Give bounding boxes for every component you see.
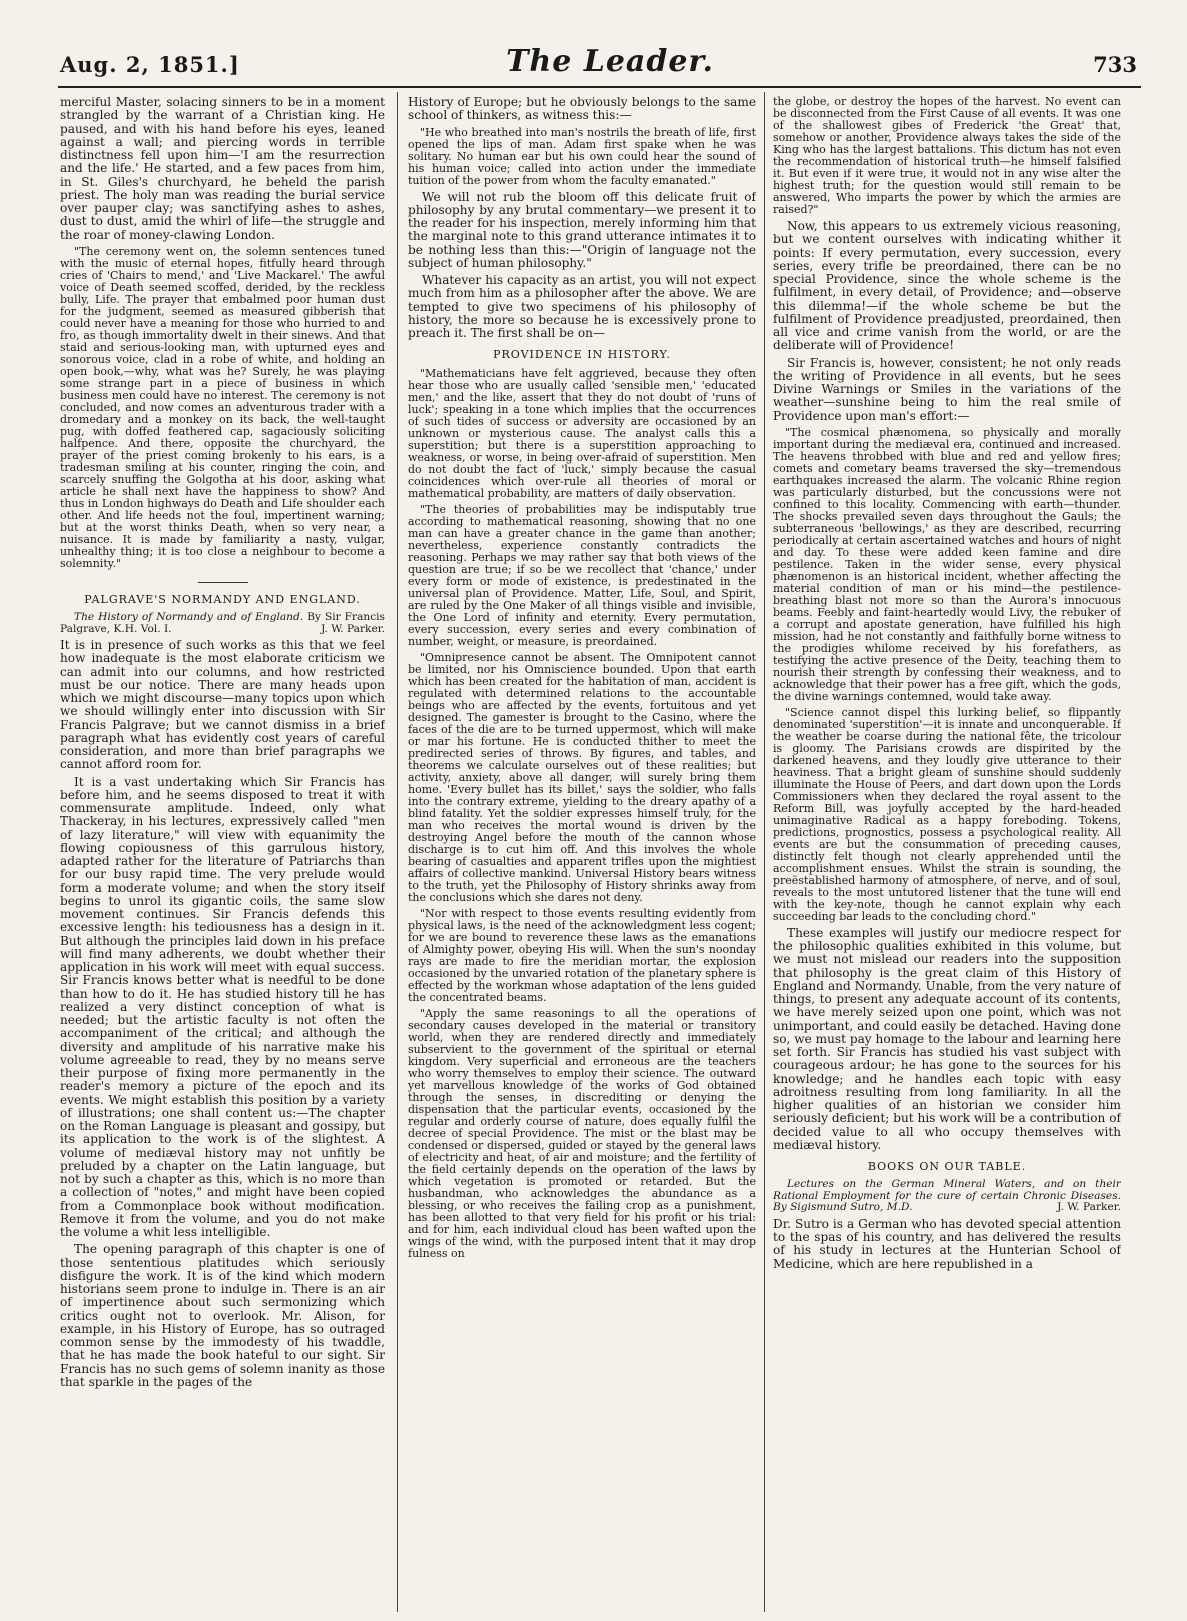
- column-1: [60, 96, 385, 1611]
- section-divider: [198, 582, 248, 583]
- paragraph: These examples will justify our mediocre respect for the philosophic qualities exhibited in this volume, but we must not mislead our readers into the supposition that philosophy is the great claim of this History of England and Normandy. Unable, from the very nature of things, to present any adequate account of its contents, we have merely seized upon one point, which was not unimportant, and could easily be detached. Having done so, we must pay homage to the labour and learning here set forth. Sir Francis has studied his vast subject with courageous ardour; he has gone to the sources for his knowledge; and he handles each topic with easy adroitness resulting from long familiarity. In all the higher qualities of an historian we consider him seriously deficient; but his work will be a contribution of decided value to all who occupy themselves with mediæval history.: [773, 925, 1121, 1152]
- masthead-title: The Leader.: [506, 44, 714, 79]
- section-heading: BOOKS ON OUR TABLE.: [867, 1160, 1027, 1173]
- book-publisher: J. W. Parker.: [321, 622, 385, 635]
- page-header: [0, 0, 1187, 86]
- review-heading: PALGRAVE'S NORMANDY AND ENGLAND.: [84, 592, 361, 606]
- paragraph: Dr. Sutro is a German who has devoted special attention to the spas of his country, and has delivered the results of his study in lectures at the Hunterian School of Medicine, which are here republished in a: [773, 1216, 1121, 1271]
- quotation: [773, 96, 1121, 216]
- quotation-text: "Nor with respect to those events resulting evidently from physical laws, is the need of the acknowledgment less cogent; for we are bound to reverence these laws as the emanations of Almighty power, obeying His will. When the sun's noonday rays are made to fire the meridian mortar, the explosion occasioned by the unvaried rotation of the planetary sphere is effected by the workman whose adaptation of the lens guided the concentrated beams.: [408, 906, 756, 1004]
- header-rule: [58, 86, 1141, 88]
- quotation-text: the globe, or destroy the hopes of the harvest. No event can be disconnected from the First Cause of all events. It was one of the shallowest gibes of Frederick 'the Great' that, somehow or another, Providence always takes the side of the King who has the largest battalions. This dictum has not even the recommendation of historical truth—he himself falsified it. But even if it were true, it would not in any wise alter the highest truth; for the question would still remain to be answered, Who imparts the power by which the armies are raised?": [773, 96, 1121, 216]
- column-2: [408, 96, 756, 1611]
- quotation: [408, 127, 756, 187]
- paragraph: We will not rub the bloom off this delicate fruit of philosophy by any brutal commentary—we present it to the reader for his inspection, merely informing him that the marginal note to this grand utterance intimates it to be nothing less than this:—"Origin of language not the subject of human philosophy.": [408, 189, 756, 270]
- column-divider: [764, 92, 765, 1612]
- book-title: The History of Normandy and of England.: [74, 611, 304, 623]
- book-title: Lectures on the German Mineral Waters, and on their Rational Employment for the cure of certain Chronic Diseases. By Sigismund Sutro, M.D.: [773, 1178, 1121, 1214]
- quotation-text: "Apply the same reasonings to all the operations of secondary causes developed in the material or transitory world, when they are rendered directly and immediately subservient to the government of the spiritual or eternal kingdom. Very superficial and erroneous are the teachers who worry themselves to employ their science. The outward yet marvellous knowledge of the works of God obtained through the senses, in discrediting or denying the dispensation that the particular events, occasioned by the regular and orderly course of nature, does equally fulfil the decree of special Providence. The mist or the blast may be condensed or dispersed, guided or stayed by the general laws of electricity and heat, of air and moisture; and the fertility of the field certainly depends on the operation of the laws by which vegetation is promoted or retarded. But the husbandman, who acknowledges the abundance as a blessing, or who receives the failing crop as a punishment, has been allotted to that very field for his profit or his trial: and for him, each individual cloud has been wafted upon the wings of the wind, with the purposed intent that it may drop fulness on: [408, 1006, 756, 1260]
- quotation: [408, 368, 756, 1260]
- quotation-text: "The theories of probabilities may be indisputably true according to mathematical reasoning, showing that no one man can have a greater chance in the game than another; nevertheless, experience constantly contradicts the reasoning. Perhaps we may rather say that both views of the question are true; if so be we recollect that 'chance,' under every form or mode of existence, is predestinated in the universal plan of Providence. Matter, Life, Soul, and Spirit, are ruled by the One Maker of all things visible and invisible, the One Lord of infinity and eternity. Every permutation, every succession, every series and every combination of number, weight, or measure, is preordained.: [408, 502, 756, 648]
- quotation-text: "Omnipresence cannot be absent. The Omnipotent cannot be limited, nor his Omniscience bounded. Upon that earth which has been created for the habitation of man, accident is regulated with determined relations to the accountable beings who are affected by the events, fortuitous and yet designed. The gamester is brought to the Casino, where the faces of the die are to be turned uppermost, which will make or mar his fortune. He is conducted thither to meet the predirected series of throws. By figures, and tables, and theorems we calculate ourselves out of these realities; but activity, anxiety, above all danger, will surely bring them home. 'Every bullet has its billet,' says the soldier, who falls into the contrary extreme, yielding to the dreary apathy of a blind fatality. Yet the soldier expresses himself truly, for the man who receives the mortal wound is driven by the destroying Angel before the mouth of the cannon whose discharge is to cut him off. And this involves the whole bearing of casualties and apparent trifles upon the mightiest affairs of collective mankind. Universal History bears witness to the truth, yet the Philosophy of History shrinks away from the conclusions which she dares not deny.: [408, 650, 756, 904]
- quotation-text: "Mathematicians have felt aggrieved, because they often hear those who are usually called 'sensible men,' 'educated men,' and the like, assert that they do not doubt of 'runs of luck'; speaking in a tone which implies that the occurrences of such tides of success or adversity are occasioned by an unknown or mysterious cause. The analyst calls this a superstition; but there is a superstition approaching to weakness, or worse, in being over-afraid of superstition. Men do not doubt the fact of 'luck,' simply because the casual coincidences which over-rule all theories of moral or mathematical probability, are matters of daily observation.: [408, 366, 756, 500]
- book-citation: [773, 1179, 1121, 1214]
- quotation-text: "The cosmical phænomena, so physically and morally important during the mediæval era, continued and increased. The heavens throbbed with blue and red and yellow fires; comets and cometary beams traversed the sky—tremendous earthquakes increased the alarm. The volcanic Rhine region was particularly disturbed, but the concussions were not confined to this locality. Commencing with earth—thunder. The shocks prevailed seven days throughout the Gauls; the subterraneous 'bellowings,' as they are described, recurring periodically at certain ascertained watches and hours of night and day. To these were added keen famine and dire pestilence. Taken in the wider sense, every physical phænomenon is an historical incident, whether affecting the material condition of man or his mind—the pestilence-breathing blast not more so than the Aurora's innocuous beams. Feebly and faint-heartedly would Livy, the rebuker of a corrupt and apostate generation, have fulfilled his high mission, had he not constantly and faithfully borne witness to the prodigies whilome received by his forefathers, as testifying the active presence of the Deity, teaching them to nourish their strength by confessing their weakness, and to acknowledge that their power has a free gift, which the gods, the divine warnings contemned, would take away.: [773, 425, 1121, 703]
- paragraph: History of Europe; but he obviously belongs to the same school of thinkers, as witness this:—: [408, 96, 756, 123]
- quotation-text: "He who breathed into man's nostrils the breath of life, first opened the lips of man. Adam first spake when he was solitary. No human ear but his own could hear the sound of his human voice; called into action under the immediate tuition of the power from whom the faculty emanated.": [408, 125, 756, 187]
- page-number: 733: [1093, 52, 1137, 77]
- section-heading: PROVIDENCE IN HISTORY.: [493, 348, 671, 362]
- paragraph: Whatever his capacity as an artist, you will not expect much from him as a philosopher after the above. We are tempted to give two specimens of his philosophy of history, the more so because he is excessively prone to preach it. The first shall be on—: [408, 273, 756, 340]
- paragraph: Sir Francis is, however, consistent; he not only reads the writing of Providence in all events, but he sees Divine Warnings or Smiles in the variations of the weather—sunshine being to him the real smile of Providence upon man's effort:—: [773, 355, 1121, 423]
- paragraph: The opening paragraph of this chapter is one of those sententious platitudes which seriously disfigure the work. It is of the kind which modern historians seem prone to indulge in. There is an air of impertinence about such sermonizing which critics ought not to overlook. Mr. Alison, for example, in his History of Europe, has so outraged common sense by the immodesty of his twaddle, that he has made the book hateful to our sight. Sir Francis has no such gems of solemn inanity as those that sparkle in the pages of the: [60, 1242, 385, 1389]
- paragraph: Now, this appears to us extremely vicious reasoning, but we content ourselves with indicating whither it points: If every permutation, every succession, every series, every trifle be preordained, there can be no special Providence, since the whole scheme is the fulfilment, in every detail, of Providence; and—observe this dilemma!—if the whole scheme be but the fulfilment of Providence preadjusted, preordained, then all vice and crime vanish from the world, or are the deliberate will of Providence!: [773, 219, 1121, 353]
- book-citation: [60, 612, 385, 635]
- paragraph: merciful Master, solacing sinners to be in a moment strangled by the warrant of a Christian king. He paused, and with his hand before his eyes, leaned against a wall; and piercing words in terrible distinctness fell upon him—'I am the resurrection and the life.' He started, and a few paces from him, in St. Giles's churchyard, he beheld the parish priest. The holy man was reading the burial service over pauper clay; was sanctifying ashes to ashes, dust to dust, amid the whirl of life—the struggle and the roar of money-clawing London.: [60, 96, 385, 242]
- quotation-text: "Science cannot dispel this lurking belief, so flippantly denominated 'superstition'—it is innate and unconquerable. If the weather be coarse during the national fête, the tricolour is gloomy. The Parisians crowds are dispirited by the darkened heavens, and they loudly give utterance to their heaviness. That a bright gleam of sunshine should suddenly illuminate the House of Peers, and dart down upon the Lords Commissioners when they declared the royal assent to the Reform Bill, was joyfully accepted by the hard-headed unimaginative Radical as a happy foreboding. Tokens, predictions, prognostics, possess a psychological reality. All events are but the consummation of preceding causes, distinctly felt though not clearly apprehended until the accomplishment ensues. Whilst the strain is sounding, the preëstablished harmony of atmosphere, of nerve, and of soul, reveals to the most untutored listener that the tune will end with the key-note, though he cannot explain why each succeeding bar leads to the concluding chord.": [773, 705, 1121, 923]
- quotation: "The ceremony went on, the solemn sentences tuned with the music of eternal hopes, fitfully heard through cries of 'Chairs to mend,' and 'Live Mackarel.' The awful voice of Death seemed scoffed, derided, by the reckless bully, Life. The prayer that embalmed poor human dust for the judgment, seemed as measured gibberish that could never have a meaning for those who hurried to and fro, as though immortality dwelt in their sinews. And that staid and serious-looking man, with upturned eyes and sonorous voice, clad in a robe of white, and holding an open book,—why, what was he? Surely, he was playing some strange part in a piece of business in which business men could have no interest. The ceremony is not concluded, and now comes an adventurous trader with a dromedary and a monkey on its back, the well-taught pug, with doffed feathered cap, sagaciously soliciting halfpence. And there, opposite the churchyard, the prayer of the priest coming brokenly to his ears, is a tradesman smiling at his counter, ringing the coin, and scarcely snuffing the Golgotha at his door, asking what article he shall next have the happiness to show? And thus in London highways do Death and Life shoulder each other. And life heeds not the foul, impertinent warning; but at the worst thinks Death, when so very near, a nuisance. It is made by familiarity a nasty, vulgar, unhealthy thing; it is too close a neighbour to become a solemnity.": [60, 244, 385, 570]
- book-publisher: J. W. Parker.: [1057, 1201, 1121, 1214]
- book-author: By Sir Francis Palgrave, K.H. Vol. I.: [60, 611, 385, 635]
- column-3: [773, 96, 1121, 1611]
- paragraph: It is a vast undertaking which Sir Francis has before him, and he seems disposed to treat it with commensurate amplitude. Indeed, only what Thackeray, in his lectures, expressively called "men of lazy literature," will view with equanimity the flowing copiousness of this garrulous history, adapted rather for the literature of Patriarchs than for our busy rapid time. The very prelude would form a moderate volume; and when the story itself begins to unrol its gigantic coils, the same slow movement continues. Sir Francis defends this excessive length: his tediousness has a design in it. But although the principles laid down in his preface will find many adherents, we doubt whether their application in his work will meet with equal success. Sir Francis knows better what is needful to be done than how to do it. He has studied history till he has realized a very distinct conception of what is needed; but the artistic faculty is not often the accompaniment of the critical; and although the diversity and amplitude of his narrative make his volume agreeable to read, they by no means serve their purpose of fixing more permanently in the reader's memory a picture of the epoch and its events. We might establish this position by a variety of illustrations; one shall content us:—The chapter on the Roman Language is pleasant and gossipy, but its application to the work is of the slightest. A volume of mediæval history may not unfitly be preluded by a chapter on the Latin language, but not by such a chapter as this, which is no more than a collection of "notes," and might have been copied from a Commonplace book without modification. Remove it from the volume, and you do not make the volume a whit less intelligible.: [60, 774, 385, 1239]
- paragraph: It is in presence of such works as this that we feel how inadequate is the most elaborate criticism we can admit into our columns, and how restricted must be our notice. There are many heads upon which we might discourse—many topics upon which we should willingly enter into discussion with Sir Francis Palgrave; but we cannot dismiss in a brief paragraph what has evidently cost years of careful consideration, and more than brief paragraphs we cannot afford room for.: [60, 638, 385, 772]
- column-divider: [397, 92, 398, 1612]
- issue-date: Aug. 2, 1851.]: [60, 52, 240, 77]
- quotation: [773, 427, 1121, 923]
